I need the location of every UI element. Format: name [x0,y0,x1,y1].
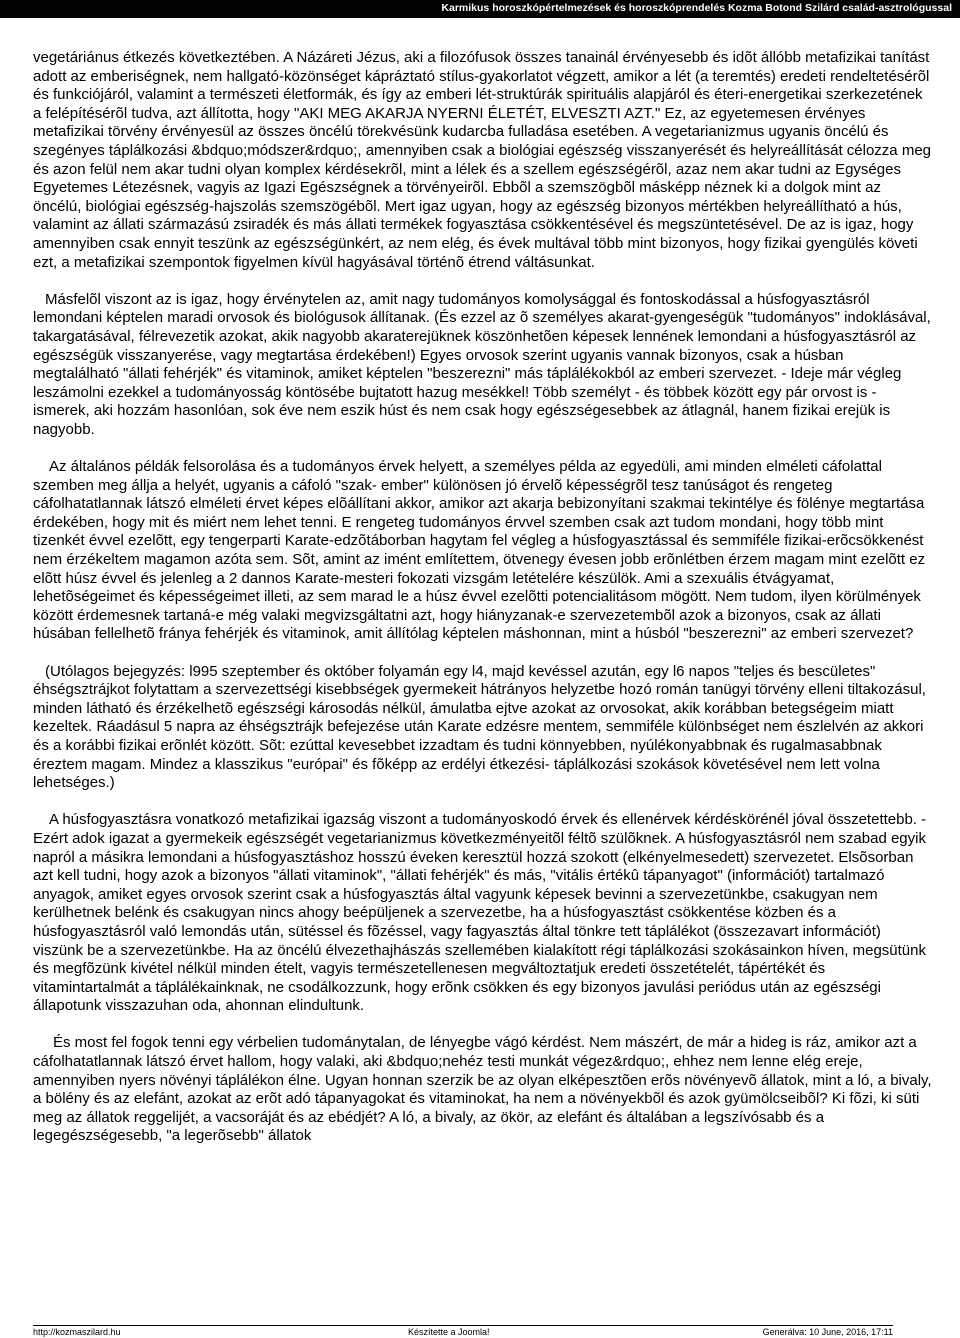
footer-site-link[interactable]: http://kozmaszilard.hu [33,1327,121,1337]
paragraph: (Utólagos bejegyzés: l995 szeptember és október folyamán egy l4, majd kevéssel azután, egy l6 napos "teljes és bescületes" éhségsztrájkot folytattam a szervezettségi kisebbségek gyermekeit hátrányos helyzetbe hozó román tanügyi törvény elleni tiltakozásul, minden látható és érzékelhetõ egészségi károsodás nélkül, ámulatba ejtve azokat az orvosokat, akik korábban betegségeim miatt kezeltek. Ráadásul 5 napra az éhségsztrájk befejezése után Karate edzésre mentem, semmiféle különbséget nem észlelvén az akkori és a korábbi fizikai erõnlét között. Sõt: ezúttal kevesebbet izzadtam és tudni könnyebben, nyúlékonyabbnak és rugalmasabbnak éreztem magam. Mindez a klasszikus "európai" és fõképp az erdélyi étkezési- táplálkozási szokások követésével nem lett volna lehetséges.) [33,662,926,792]
footer-credit: Készítette a Joomla! [408,1327,490,1337]
paragraph: vegetáriánus étkezés következtében. A Názáreti Jézus, aki a filozófusok összes tanainál érvényesebb és idõt állóbb metafizikai tanítást adott az emberiségnek, nem hallgató-közönséget kápráztató stílus-gyakorlatot végzett, amikor a lét (a teremtés) eredeti rendeltetésérõl és funkciójáról, valamint a természeti életformák, és így az emberi lét-struktúrák spirituális alapjáról és éteri-energetikai szerkezetének a felépítésérõl tudva, azt állította, hogy "AKI MEG AKARJA NYERNI ÉLETÉT, ELVESZTI AZT." Ez, az egyetemesen érvényes metafizikai törvény érvényesül az összes öncélú törekvésünk kudarcba fulladása esetében. A vegetarianizmus ugyanis öncélú és szegényes táplálkozási &bdquo;módszer&rdquo;, amennyiben csak a biológiai egészség visszanyerését és helyreállítását célozza meg és azon felül nem akar tudni olyan komplex kérdésekrõl, mint a lélek és a szellem egészségérõl, azaz nem akar tudni az Egységes Egyetemes Létezésnek, vagyis az Igazi Egészségnek a törvényeirõl. Ebbõl a szemszögbõl másképp néznek ki a dolgok mint az öncélú, biológiai egészség-hajszolás szemszögébõl. Mert igaz ugyan, hogy az egészség bizonyos mértékben helyreállítható a hús, valamint az állati származású zsiradék és más állati termékek fogyasztása csökkentésével és megszüntetésével. De az is igaz, hogy amennyiben csak ennyit teszünk az egészségünkért, az nem elég, és évek multával több mint bizonyos, hogy fizikai gyengülés követi ezt, a metafizikai szempontok figyelmen kívül hagyásával történõ étrend váltásunkat. [33,49,932,271]
paragraph: Az általános példák felsorolása és a tudományos érvek helyett, a személyes példa az egyedüli, ami minden elméleti cáfolattal szemben meg állja a helyét, ugyanis a cáfoló "szak- ember" különösen jó érvelõ képességrõl tesz tanúságot és rengeteg cáfolhatatlannak látszó elméleti érvet képes elõállítani akkor, amikor azt akarja bebizonyítani szakmai tekintélye és fölénye megtartása érdekében, hogy mit és miért nem lehet tenni. E rengeteg tudományos érvvel szemben csak azt tudom mondani, hogy több mint tizenkét évvel ezelõtt, egy tengerparti Karate-edzõtáborban hagytam fel végleg a húsfogyasztással és semmiféle fizikai-erõcsökkenést nem érzékeltem magamon azóta sem. Sõt, amint az imént említettem, ötvenegy évesen jobb erõnlétben érzem magam mint ezelõtt ez elõtt húsz évvel és jelenleg a 2 dannos Karate-mesteri fokozati vizsgám letételére készülök. Ami a szexuális étvágyamat, lehetõségeimet és képességeimet illeti, az sem marad le a húsz évvel ezelõtti potencialitásom mögött. Nem tudom, ilyen körülmények között érdemesnek tartaná-e még valaki megvizsgáltatni azt, hogy hiányzanak-e szervezetembõl azok a bizonyos, csak az állati húsában fellelhetõ fránya fehérjék és vitaminok, amit állítólag képtelen máshonnan, mint a húsból "beszerezni" az emberi szervezet? [33,458,926,643]
page-header [0,0,960,18]
paragraph: És most fel fogok tenni egy vérbelien tudománytalan, de lényegbe vágó kérdést. Nem mászért, de már a hideg is ráz, amikor azt a cáfolhatatlannak látszó érvet hallom, hogy valaki, aki &bdquo;nehéz testi munkát végez&rdquo;, ehhez nem lenne elég ereje, amennyiben nyers növényi táplálékon élne. Ugyan honnan szerzik be az olyan elképesztõen erõs növényevõ állatok, mint a ló, a bivaly, a bölény és az elefánt, azokat az erõt adó tápanyagokat és vitaminokat, ha nem a növényekbõl és azok gyümölcseibõl? Ki fõzi, ki süti meg az állatok reggelijét, a vacsoráját és az ebédjét? A ló, a bivaly, az ökör, az elefánt és általában a legszívósabb és a legegészségesebb, "a legerõsebb" állatok [33,1034,932,1145]
paragraph: A húsfogyasztásra vonatkozó metafizikai igazság viszont a tudományoskodó érvek és ellenérvek kérdéskörénél jóval összetettebb. - Ezért adok igazat a gyermekeik egészségét vegetarianizmus következményeitõl féltõ szülõknek. A húsfogyasztásról nem szabad egyik napról a másikra lemondani a húsfogyasztáshoz hosszú éveken keresztül hozzá szokott (elkényelmesedett) szervezetet. Elsõsorban azt kell tudni, hogy azok a bizonyos "állati vitaminok", "állati fehérjék" és más, "vitális értékû tápanyagot" (információt) tartalmazó anyagok, amiket egyes orvosok szerint csak a húsfogyasztás által vagyunk képesek bevinni a szervezetünkbe, csakugyan nem kerülhetnek belénk és csakugyan nincs ahogy beépüljenek a szervezetbe, ha a húsfogyasztást csökkentése közben és a húsfogyasztásról való lemondás után, sütéssel és fõzéssel, vagy fagyasztás által tönkre tett táplálékot (összezavart információt) viszünk be a szervezetünkbe. Ha az öncélú élvezethajhászás szellemében kialakított régi táplálkozási szokásainkon híven, megsütünk és megfõzünk kivétel nélkül minden ételt, vagyis természetellenesen megváltoztatjuk eredeti összetételét, tápértékét és vitamintartalmát a táplálékainknak, ne csodálkozzunk, hogy erõnk csökken és egy bizonyos javulási periódus után az egészségi állapotunk visszazuhan oda, ahonnan elindultunk. [33,811,927,1015]
header-title: Karmikus horoszkópértelmezések és horoszkóprendelés Kozma Botond Szilárd család-asztrológussal [441,2,952,14]
paragraph: Másfelõl viszont az is igaz, hogy érvénytelen az, amit nagy tudományos komolysággal és fontoskodással a húsfogyasztásról lemondani képtelen maradi orvosok és biológusok állítanak. (És ezzel az õ személyes akarat-gyengeségük "tudományos" indoklásával, takargatásával, félrevezetik azokat, akik nagyobb akaraterejüknek köszönhetõen képesek lennének lemondani a húsfogyasztásról az egészségük visszanyerése, vagy megtartása érdekében!) Egyes orvosok szerint ugyanis vannak bizonyos, csak a húsban megtalálható "állati fehérjék" és vitaminok, amiket képtelen "beszerezni" más táplálékokból az emberi szervezet. - Ideje már végleg leszámolni ezekkel a tudományosság köntösébe bujtatott hazug mesékkel! Több személyt - és többek között egy pár orvost is - ismerek, aki hozzám hasonlóan, sok éve nem eszik húst és nem csak hogy egészségesebbek az átlagnál, hanem fizikai erejük is nagyobb. [33,290,931,438]
footer-generated-date: Generálva: 10 June, 2016, 17:11 [762,1327,893,1337]
page-footer [33,1326,893,1338]
article-body [33,49,933,1165]
